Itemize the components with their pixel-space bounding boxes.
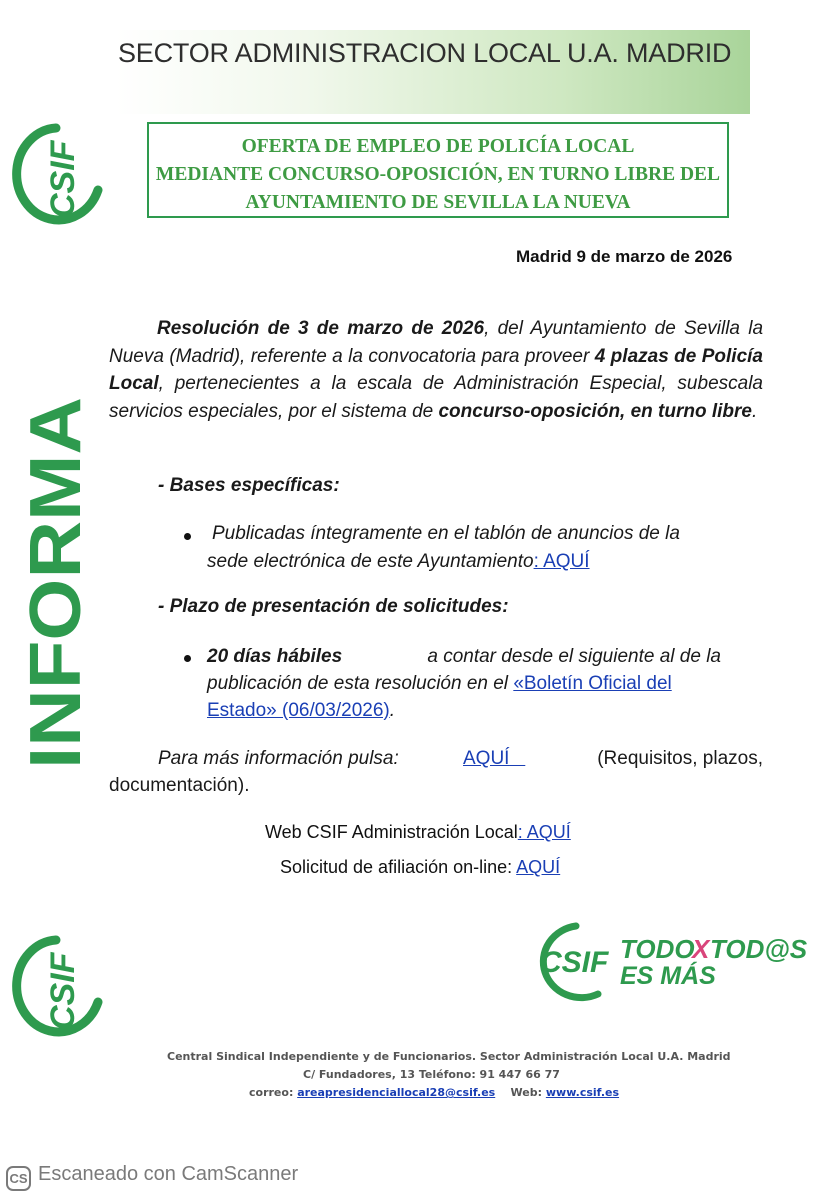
bases-line-2	[207, 548, 590, 575]
title-box	[147, 122, 729, 218]
boe-link-part-1[interactable]: «Boletín Oficial del	[513, 673, 672, 694]
slogan-es-mas: ES MÁS	[620, 962, 716, 990]
footer-line-2: C/ Fundadores, 13 Teléfono: 91 447 66 77	[303, 1068, 560, 1081]
plazo-dias: 20 días hábiles	[207, 646, 343, 667]
document-date: Madrid 9 de marzo de 2026	[516, 247, 733, 266]
plazo-line-1-text: a contar desde el siguiente al de la	[427, 646, 721, 667]
csif-logo-text: CSIF	[44, 140, 82, 218]
web-link[interactable]: : AQUÍ	[517, 822, 571, 842]
afiliacion-text: Solicitud de afiliación on-line	[280, 857, 508, 877]
web-line-text: Web CSIF Administración Local	[265, 822, 518, 842]
bases-line-1: Publicadas íntegramente en el tablón de anuncios de la	[212, 523, 680, 544]
footer-line-1: Central Sindical Independiente y de Funcionarios. Sector Administración Local U.A. Madrid	[167, 1050, 731, 1063]
informa-text: INFORMA	[16, 433, 96, 769]
plazo-heading: - Plazo de presentación de solicitudes:	[158, 596, 509, 617]
resolution-date: Resolución de 3 de marzo de 2026	[157, 318, 485, 339]
bullet-dot	[184, 655, 191, 662]
bullet-dot	[184, 533, 191, 540]
title-line-3: AYUNTAMIENTO DE SEVILLA LA NUEVA	[245, 192, 631, 213]
more-info-suffix: (Requisitos, plazos,	[597, 748, 763, 769]
bases-line-2-text: sede electrónica de este Ayuntamiento	[207, 551, 534, 572]
header-title: SECTOR ADMINISTRACION LOCAL U.A. MADRID	[118, 38, 732, 68]
slogan-csif-text: CSIF	[540, 946, 609, 979]
footer-web-label: Web:	[510, 1086, 543, 1099]
informa-label	[16, 395, 96, 775]
footer-line-3	[249, 1086, 619, 1099]
sistema-concurso: concurso-oposición, en turno libre	[438, 400, 753, 422]
slogan-x: X	[692, 934, 710, 964]
paragraph-text-1: , del Ayuntamiento de Sevilla la Nueva (Madrid), referente a la convocatoria para proveer	[109, 318, 764, 367]
afiliacion-link[interactable]: AQUÍ	[516, 857, 561, 877]
boe-link-part-2[interactable]: Estado» (06/03/2026)	[207, 700, 390, 721]
bases-link[interactable]: : AQUÍ	[533, 551, 590, 572]
more-info-link[interactable]	[463, 748, 525, 769]
footer-email-label: correo:	[249, 1086, 294, 1099]
camscanner-text: Escaneado con CamScanner	[38, 1163, 299, 1185]
title-line-1: OFERTA DE EMPLEO DE POLICÍA LOCAL	[241, 136, 635, 157]
footer-web-link[interactable]: www.csif.es	[545, 1086, 620, 1099]
afiliacion-line	[280, 857, 560, 878]
csif-logo-bottom	[12, 932, 100, 1036]
more-info-link-text[interactable]: AQUÍ	[463, 748, 510, 769]
slogan-todo: TODO	[620, 934, 695, 964]
footer-email-link[interactable]: areapresidenciallocal28@csif.es	[297, 1086, 496, 1099]
more-info-link-wrap	[463, 745, 525, 772]
web-line	[265, 822, 571, 843]
paragraph-text-2: , pertenecientes a la escala de Administración Especial, subescala servicios especiales, por el sistema de	[109, 373, 763, 422]
camscanner-badge: CS	[6, 1166, 31, 1191]
plazo-end: .	[389, 700, 396, 721]
more-info-line-2: documentación).	[109, 775, 250, 796]
afiliacion-colon: :	[507, 857, 513, 877]
resolution-paragraph	[109, 315, 763, 425]
title-line-2: MEDIANTE CONCURSO-OPOSICIÓN, EN TURNO LIBRE DEL	[155, 164, 721, 185]
plazas-count: 4 plazas de Policía Local	[109, 345, 763, 394]
bases-heading: - Bases específicas:	[158, 475, 340, 496]
plazo-line-2-text: publicación de esta resolución en el	[207, 673, 514, 694]
csif-logo-text: CSIF	[44, 952, 82, 1030]
paragraph-text-3: .	[752, 400, 758, 422]
plazo-line-2	[207, 670, 672, 697]
plazo-line-1	[207, 643, 721, 670]
more-info-prefix: Para más información pulsa:	[158, 748, 399, 769]
plazo-line-3	[207, 697, 395, 724]
csif-logo-top	[12, 120, 100, 224]
slogan-todos: TOD@S	[710, 934, 808, 964]
csif-slogan-logo	[524, 920, 808, 1000]
